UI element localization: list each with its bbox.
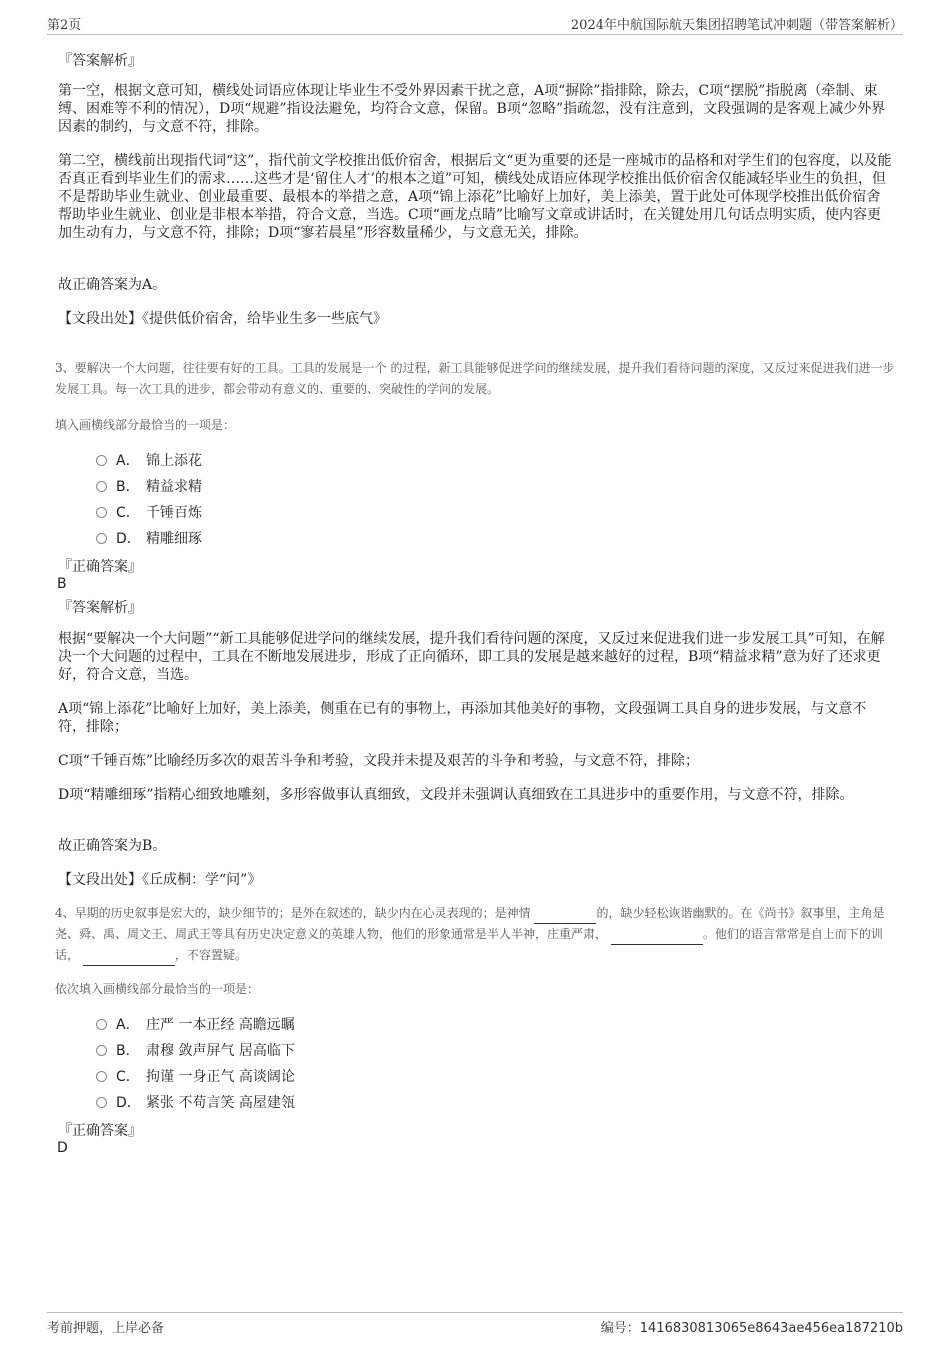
q4-correct-label: 『正确答案』	[58, 1123, 142, 1139]
page-footer	[47, 1312, 903, 1335]
q3-option-c[interactable]: C． 千锤百炼	[96, 502, 202, 522]
q2-source-title: 《提供低价宿舍，给毕业生多一些底气》	[142, 311, 387, 327]
q3-analysis-para4: D项“精雕细琢”指精心细致地雕刻，多形容做事认真细致，文段并未强调认真细致在工具进步中的重要作用，与文意不符，排除。	[58, 787, 854, 803]
answer-blank	[534, 909, 596, 924]
q3-option-a[interactable]: A． 锦上添花	[96, 450, 202, 470]
page-header	[47, 14, 903, 35]
radio-icon[interactable]	[96, 1019, 107, 1030]
radio-icon[interactable]	[96, 1045, 107, 1056]
document-title: 2024年中航国际航天集团招聘笔试冲刺题（带答案解析）	[570, 18, 903, 33]
q3-source-label: 【文段出处】	[58, 872, 142, 888]
footer-code: 编号：1416830813065e8643ae456ea187210b	[600, 1321, 903, 1336]
q3-analysis-para1: 根据“要解决一个大问题”“新工具能够促进学问的继续发展，提升我们看待问题的深度，又反过来促进我们进一步发展工具”可知，在解决一个大问题的过程中，工具在不断地发展进步，形成了正向循环，即工具的发展是越来越好的过程，B项“精益求精”意为好了还求更好，符合文意，当选。	[58, 631, 885, 683]
q4-question: 4、早期的历史叙事是宏大的，缺少细节的；是外在叙述的，缺少内在心灵表现的；是神情 的，缺少轻松诙谐幽默的。在《尚书》叙事里，主角是尧、舜、禹、周文王、周武王等具有历史决定意义的英雄人物，他们的形象通常是半人半神，庄重严肃， 。他们的语言常常是自上而下的训话， ，不容置疑。	[55, 903, 897, 966]
q3-option-b[interactable]: B． 精益求精	[96, 476, 202, 496]
q3-source-title: 《丘成桐：学“问”》	[142, 872, 262, 888]
q3-instruction: 填入画横线部分最恰当的一项是：	[55, 418, 236, 432]
q3-question: 3、要解决一个大问题，往往要有好的工具。工具的发展是一个 的过程，新工具能够促进学问的继续发展，提升我们看待问题的深度，又反过来促进我们进一步发展工具。每一次工具的进步，都会带动有意义的、重要的、突破性的学问的发展。	[55, 361, 895, 396]
page-number: 第2页	[47, 18, 82, 33]
q4-instruction: 依次填入画横线部分最恰当的一项是：	[55, 982, 260, 996]
q2-conclusion: 故正确答案为A。	[58, 277, 167, 293]
radio-icon[interactable]	[96, 1071, 107, 1082]
q3-conclusion: 故正确答案为B。	[58, 838, 167, 854]
answer-blank	[83, 951, 175, 966]
radio-icon[interactable]	[96, 533, 107, 544]
q3-correct-label: 『正确答案』	[58, 559, 142, 575]
q3-analysis-para2: A项“锦上添花”比喻好上加好，美上添美，侧重在已有的事物上，再添加其他美好的事物，文段强调工具自身的进步发展，与文意不符，排除；	[58, 701, 867, 735]
q3-analysis-label: 『答案解析』	[58, 600, 142, 616]
q3-source	[58, 871, 894, 889]
answer-blank	[611, 930, 703, 945]
q2-analysis-label: 『答案解析』	[58, 53, 142, 69]
q2-analysis-para2: 第二空，横线前出现指代词“这”，指代前文学校推出低价宿舍，根据后文“更为重要的还是一座城市的品格和对学生们的包容度，以及能否真正看到毕业生们的需求……这些才是‘留住人才’的根本之道”可知，横线处成语应体现学校推出低价宿舍仅能减轻毕业生的负担，但不是帮助毕业生就业、创业最重要、最根本的举措之意，A项“锦上添花”比喻好上加好，美上添美，置于此处可体现学校推出低价宿舍帮助毕业生就业、创业是非根本举措，符合文意，当选。C项“画龙点睛”比喻写文章或讲话时，在关键处用几句话点明实质，使内容更加生动有力，与文意不符，排除；D项“寥若晨星”形容数量稀少，与文意无关，排除。	[58, 153, 892, 241]
q3-analysis-para3: C项“千锤百炼”比喻经历多次的艰苦斗争和考验，文段并未提及艰苦的斗争和考验，与文意不符，排除；	[58, 753, 700, 769]
radio-icon[interactable]	[96, 481, 107, 492]
q2-source-label: 【文段出处】	[58, 311, 142, 327]
q4-option-a[interactable]: A． 庄严 一本正经 高瞻远瞩	[96, 1014, 295, 1034]
radio-icon[interactable]	[96, 455, 107, 466]
radio-icon[interactable]	[96, 507, 107, 518]
q4-option-b[interactable]: B． 肃穆 敛声屏气 居高临下	[96, 1040, 295, 1060]
q4-option-d[interactable]: D． 紧张 不苟言笑 高屋建瓴	[96, 1092, 295, 1112]
radio-icon[interactable]	[96, 1097, 107, 1108]
footer-slogan: 考前押题，上岸必备	[47, 1321, 165, 1336]
q3-correct-answer: B	[57, 576, 67, 592]
q2-source	[58, 310, 894, 328]
q3-option-d[interactable]: D． 精雕细琢	[96, 528, 202, 548]
q4-correct-answer: D	[57, 1140, 68, 1156]
q4-option-c[interactable]: C． 拘谨 一身正气 高谈阔论	[96, 1066, 295, 1086]
q2-analysis-para1: 第一空，根据文意可知，横线处词语应体现让毕业生不受外界因素干扰之意，A项“摒除”指排除，除去，C项“摆脱”指脱离（牵制、束缚、困难等不利的情况），D项“规避”指设法避免，均符合文意，保留。B项“忽略”指疏忽，没有注意到，文段强调的是客观上减少外界因素的制约，与文意不符，排除。	[58, 83, 886, 135]
